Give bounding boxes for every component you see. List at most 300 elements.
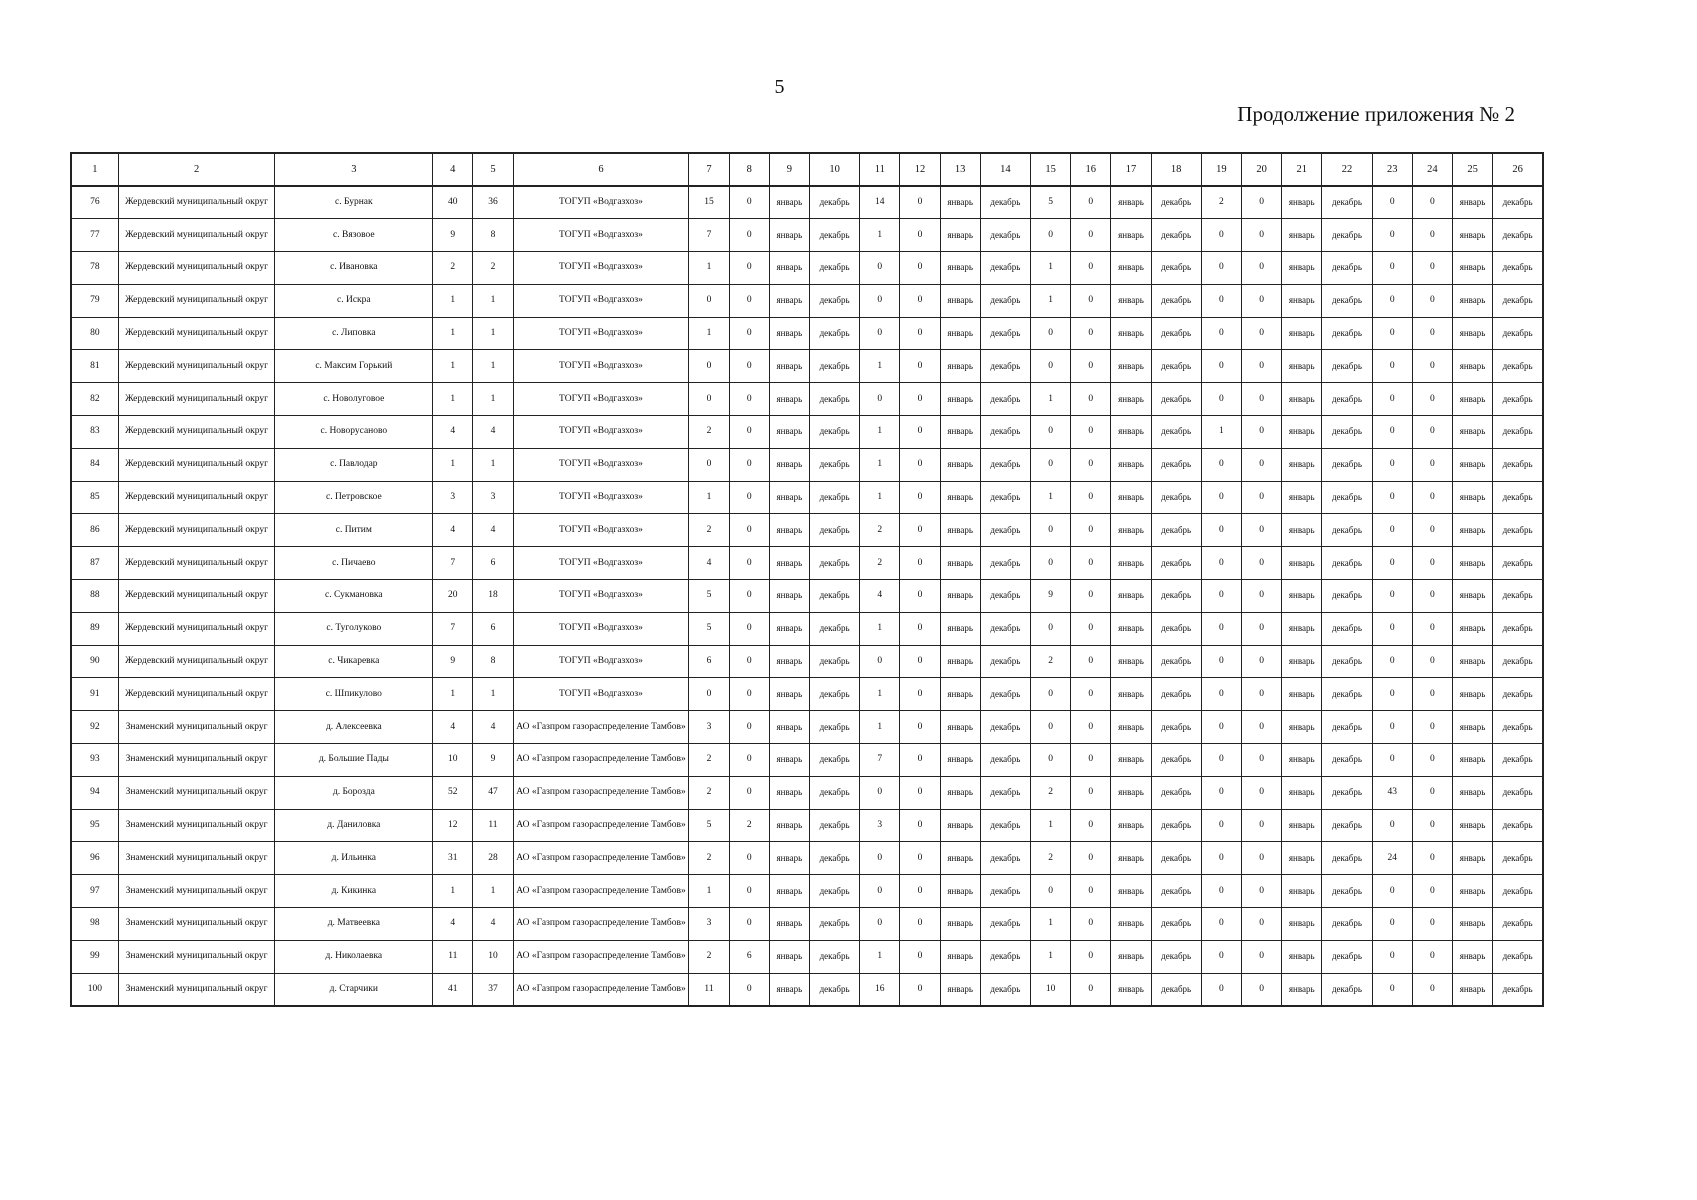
- table-cell-col-7: 5: [689, 580, 729, 613]
- table-cell-col-2: Знаменский муниципальный округ: [118, 744, 275, 777]
- table-cell-col-19: 2: [1201, 186, 1241, 219]
- table-cell-col-20: 0: [1241, 514, 1281, 547]
- table-cell-col-21: январь: [1282, 612, 1322, 645]
- table-cell-col-26: декабрь: [1493, 612, 1543, 645]
- column-header-14: 14: [980, 153, 1030, 186]
- table-cell-col-24: 0: [1412, 645, 1452, 678]
- table-cell-col-23: 43: [1372, 776, 1412, 809]
- table-cell-col-19: 0: [1201, 940, 1241, 973]
- table-cell-col-1: 90: [71, 645, 118, 678]
- table-cell-col-6: АО «Газпром газораспределение Тамбов»: [513, 875, 689, 908]
- table-cell-col-14: декабрь: [980, 448, 1030, 481]
- table-cell-col-8: 0: [729, 252, 769, 285]
- table-cell-col-6: ТОГУП «Водгазхоз»: [513, 284, 689, 317]
- table-cell-col-26: декабрь: [1493, 481, 1543, 514]
- table-cell-col-2: Жердевский муниципальный округ: [118, 219, 275, 252]
- table-cell-col-26: декабрь: [1493, 514, 1543, 547]
- table-cell-col-10: декабрь: [809, 481, 859, 514]
- table-cell-col-8: 0: [729, 580, 769, 613]
- table-cell-col-13: январь: [940, 481, 980, 514]
- table-cell-col-22: декабрь: [1322, 940, 1372, 973]
- table-cell-col-13: январь: [940, 842, 980, 875]
- table-cell-col-22: декабрь: [1322, 842, 1372, 875]
- table-cell-col-9: январь: [769, 350, 809, 383]
- table-cell-col-25: январь: [1452, 317, 1492, 350]
- table-cell-col-9: январь: [769, 514, 809, 547]
- table-cell-col-2: Знаменский муниципальный округ: [118, 809, 275, 842]
- table-cell-col-14: декабрь: [980, 284, 1030, 317]
- table-cell-col-17: январь: [1111, 875, 1151, 908]
- table-cell-col-18: декабрь: [1151, 711, 1201, 744]
- table-cell-col-18: декабрь: [1151, 645, 1201, 678]
- table-cell-col-8: 0: [729, 416, 769, 449]
- table-cell-col-6: АО «Газпром газораспределение Тамбов»: [513, 940, 689, 973]
- table-cell-col-7: 3: [689, 908, 729, 941]
- table-cell-col-6: ТОГУП «Водгазхоз»: [513, 481, 689, 514]
- table-cell-col-7: 1: [689, 481, 729, 514]
- table-cell-col-19: 0: [1201, 514, 1241, 547]
- table-cell-col-23: 0: [1372, 744, 1412, 777]
- table-cell-col-18: декабрь: [1151, 809, 1201, 842]
- table-cell-col-6: АО «Газпром газораспределение Тамбов»: [513, 776, 689, 809]
- table-cell-col-7: 2: [689, 744, 729, 777]
- table-cell-col-24: 0: [1412, 317, 1452, 350]
- table-cell-col-17: январь: [1111, 481, 1151, 514]
- table-cell-col-14: декабрь: [980, 580, 1030, 613]
- table-cell-col-16: 0: [1071, 383, 1111, 416]
- table-cell-col-10: декабрь: [809, 973, 859, 1006]
- table-cell-col-20: 0: [1241, 842, 1281, 875]
- table-cell-col-22: декабрь: [1322, 776, 1372, 809]
- table-cell-col-13: январь: [940, 744, 980, 777]
- table-cell-col-13: январь: [940, 547, 980, 580]
- table-cell-col-8: 0: [729, 875, 769, 908]
- table-cell-col-9: январь: [769, 580, 809, 613]
- table-cell-col-10: декабрь: [809, 416, 859, 449]
- table-cell-col-11: 1: [860, 481, 900, 514]
- table-cell-col-25: январь: [1452, 284, 1492, 317]
- table-cell-col-10: декабрь: [809, 940, 859, 973]
- table-cell-col-18: декабрь: [1151, 219, 1201, 252]
- table-cell-col-15: 0: [1031, 350, 1071, 383]
- table-cell-col-3: д. Алексеевка: [275, 711, 433, 744]
- table-cell-col-26: декабрь: [1493, 809, 1543, 842]
- table-cell-col-15: 1: [1031, 383, 1071, 416]
- table-cell-col-25: январь: [1452, 448, 1492, 481]
- table-cell-col-3: с. Шпикулово: [275, 678, 433, 711]
- table-cell-col-10: декабрь: [809, 448, 859, 481]
- table-cell-col-9: январь: [769, 973, 809, 1006]
- table-cell-col-17: январь: [1111, 547, 1151, 580]
- table-cell-col-2: Жердевский муниципальный округ: [118, 481, 275, 514]
- table-row: [71, 186, 1543, 219]
- page-number: 5: [774, 76, 785, 98]
- table-cell-col-4: 4: [433, 711, 473, 744]
- table-cell-col-16: 0: [1071, 908, 1111, 941]
- table-cell-col-6: ТОГУП «Водгазхоз»: [513, 580, 689, 613]
- column-header-20: 20: [1241, 153, 1281, 186]
- table-cell-col-1: 85: [71, 481, 118, 514]
- table-cell-col-8: 0: [729, 973, 769, 1006]
- table-cell-col-11: 0: [860, 284, 900, 317]
- table-cell-col-23: 0: [1372, 252, 1412, 285]
- table-cell-col-4: 1: [433, 875, 473, 908]
- table-row: [71, 612, 1543, 645]
- table-cell-col-9: январь: [769, 908, 809, 941]
- table-cell-col-12: 0: [900, 678, 940, 711]
- table-cell-col-14: декабрь: [980, 383, 1030, 416]
- table-cell-col-18: декабрь: [1151, 875, 1201, 908]
- table-cell-col-25: январь: [1452, 776, 1492, 809]
- table-cell-col-23: 0: [1372, 612, 1412, 645]
- table-cell-col-5: 28: [473, 842, 513, 875]
- table-cell-col-8: 0: [729, 645, 769, 678]
- table-cell-col-12: 0: [900, 908, 940, 941]
- table-cell-col-18: декабрь: [1151, 317, 1201, 350]
- table-cell-col-22: декабрь: [1322, 744, 1372, 777]
- table-cell-col-16: 0: [1071, 612, 1111, 645]
- table-cell-col-22: декабрь: [1322, 711, 1372, 744]
- table-cell-col-25: январь: [1452, 350, 1492, 383]
- column-header-3: 3: [275, 153, 433, 186]
- table-cell-col-2: Жердевский муниципальный округ: [118, 612, 275, 645]
- table-cell-col-16: 0: [1071, 875, 1111, 908]
- table-cell-col-24: 0: [1412, 514, 1452, 547]
- table-cell-col-22: декабрь: [1322, 645, 1372, 678]
- table-cell-col-14: декабрь: [980, 612, 1030, 645]
- table-cell-col-22: декабрь: [1322, 219, 1372, 252]
- table-cell-col-15: 9: [1031, 580, 1071, 613]
- table-cell-col-10: декабрь: [809, 744, 859, 777]
- table-cell-col-10: декабрь: [809, 776, 859, 809]
- table-cell-col-7: 3: [689, 711, 729, 744]
- table-cell-col-24: 0: [1412, 842, 1452, 875]
- table-cell-col-1: 91: [71, 678, 118, 711]
- table-cell-col-24: 0: [1412, 186, 1452, 219]
- table-cell-col-21: январь: [1282, 317, 1322, 350]
- table-cell-col-13: январь: [940, 284, 980, 317]
- table-cell-col-24: 0: [1412, 580, 1452, 613]
- table-cell-col-5: 4: [473, 908, 513, 941]
- table-cell-col-23: 0: [1372, 875, 1412, 908]
- table-cell-col-8: 0: [729, 481, 769, 514]
- table-cell-col-6: ТОГУП «Водгазхоз»: [513, 317, 689, 350]
- table-cell-col-11: 0: [860, 252, 900, 285]
- table-cell-col-9: январь: [769, 219, 809, 252]
- table-cell-col-20: 0: [1241, 908, 1281, 941]
- table-cell-col-26: декабрь: [1493, 940, 1543, 973]
- table-cell-col-11: 1: [860, 350, 900, 383]
- table-cell-col-23: 0: [1372, 580, 1412, 613]
- table-cell-col-20: 0: [1241, 809, 1281, 842]
- table-cell-col-16: 0: [1071, 317, 1111, 350]
- table-cell-col-4: 1: [433, 284, 473, 317]
- table-cell-col-1: 89: [71, 612, 118, 645]
- table-row: [71, 940, 1543, 973]
- table-cell-col-8: 0: [729, 547, 769, 580]
- table-cell-col-4: 12: [433, 809, 473, 842]
- table-cell-col-11: 1: [860, 612, 900, 645]
- table-cell-col-18: декабрь: [1151, 744, 1201, 777]
- table-cell-col-11: 1: [860, 448, 900, 481]
- table-row: [71, 416, 1543, 449]
- table-cell-col-16: 0: [1071, 580, 1111, 613]
- table-cell-col-21: январь: [1282, 186, 1322, 219]
- table-cell-col-8: 0: [729, 284, 769, 317]
- table-cell-col-11: 1: [860, 678, 900, 711]
- table-cell-col-25: январь: [1452, 711, 1492, 744]
- table-cell-col-6: ТОГУП «Водгазхоз»: [513, 383, 689, 416]
- table-cell-col-21: январь: [1282, 973, 1322, 1006]
- table-cell-col-20: 0: [1241, 940, 1281, 973]
- table-cell-col-8: 0: [729, 776, 769, 809]
- table-cell-col-24: 0: [1412, 711, 1452, 744]
- table-cell-col-1: 82: [71, 383, 118, 416]
- table-cell-col-24: 0: [1412, 252, 1452, 285]
- table-row: [71, 317, 1543, 350]
- table-cell-col-21: январь: [1282, 809, 1322, 842]
- table-cell-col-6: АО «Газпром газораспределение Тамбов»: [513, 711, 689, 744]
- table-cell-col-19: 1: [1201, 416, 1241, 449]
- table-cell-col-16: 0: [1071, 645, 1111, 678]
- table-cell-col-11: 0: [860, 383, 900, 416]
- table-cell-col-1: 76: [71, 186, 118, 219]
- table-cell-col-20: 0: [1241, 744, 1281, 777]
- table-cell-col-7: 4: [689, 547, 729, 580]
- table-cell-col-3: с. Новолуговое: [275, 383, 433, 416]
- table-cell-col-5: 37: [473, 973, 513, 1006]
- table-cell-col-6: ТОГУП «Водгазхоз»: [513, 416, 689, 449]
- table-cell-col-23: 0: [1372, 940, 1412, 973]
- table-cell-col-9: январь: [769, 186, 809, 219]
- table-cell-col-15: 0: [1031, 612, 1071, 645]
- table-cell-col-20: 0: [1241, 711, 1281, 744]
- table-cell-col-5: 9: [473, 744, 513, 777]
- table-cell-col-22: декабрь: [1322, 973, 1372, 1006]
- table-cell-col-7: 6: [689, 645, 729, 678]
- table-cell-col-21: январь: [1282, 350, 1322, 383]
- table-row: [71, 252, 1543, 285]
- table-cell-col-20: 0: [1241, 350, 1281, 383]
- table-cell-col-11: 1: [860, 940, 900, 973]
- table-cell-col-3: с. Павлодар: [275, 448, 433, 481]
- table-cell-col-16: 0: [1071, 776, 1111, 809]
- table-cell-col-18: декабрь: [1151, 612, 1201, 645]
- table-row: [71, 350, 1543, 383]
- table-cell-col-24: 0: [1412, 416, 1452, 449]
- table-cell-col-24: 0: [1412, 547, 1452, 580]
- table-cell-col-13: январь: [940, 875, 980, 908]
- table-cell-col-26: декабрь: [1493, 186, 1543, 219]
- table-cell-col-23: 0: [1372, 809, 1412, 842]
- table-cell-col-19: 0: [1201, 875, 1241, 908]
- table-cell-col-11: 1: [860, 711, 900, 744]
- continuation-title: Продолжение приложения № 2: [1237, 102, 1515, 126]
- column-header-26: 26: [1493, 153, 1543, 186]
- table-cell-col-24: 0: [1412, 875, 1452, 908]
- table-cell-col-11: 14: [860, 186, 900, 219]
- column-header-21: 21: [1282, 153, 1322, 186]
- table-cell-col-13: январь: [940, 612, 980, 645]
- table-cell-col-15: 1: [1031, 809, 1071, 842]
- table-cell-col-26: декабрь: [1493, 383, 1543, 416]
- table-cell-col-18: декабрь: [1151, 973, 1201, 1006]
- table-cell-col-2: Жердевский муниципальный округ: [118, 383, 275, 416]
- table-cell-col-13: январь: [940, 219, 980, 252]
- table-cell-col-9: январь: [769, 744, 809, 777]
- table-cell-col-13: январь: [940, 252, 980, 285]
- table-cell-col-16: 0: [1071, 842, 1111, 875]
- table-cell-col-19: 0: [1201, 744, 1241, 777]
- table-cell-col-16: 0: [1071, 809, 1111, 842]
- table-cell-col-12: 0: [900, 252, 940, 285]
- table-cell-col-13: январь: [940, 448, 980, 481]
- table-cell-col-9: январь: [769, 809, 809, 842]
- table-cell-col-3: д. Матвеевка: [275, 908, 433, 941]
- table-row: [71, 678, 1543, 711]
- table-cell-col-4: 31: [433, 842, 473, 875]
- table-cell-col-10: декабрь: [809, 514, 859, 547]
- table-cell-col-12: 0: [900, 383, 940, 416]
- column-header-16: 16: [1071, 153, 1111, 186]
- table-cell-col-14: декабрь: [980, 973, 1030, 1006]
- table-cell-col-24: 0: [1412, 350, 1452, 383]
- table-cell-col-18: декабрь: [1151, 186, 1201, 219]
- table-cell-col-26: декабрь: [1493, 678, 1543, 711]
- table-cell-col-21: январь: [1282, 219, 1322, 252]
- table-cell-col-19: 0: [1201, 481, 1241, 514]
- table-cell-col-4: 1: [433, 678, 473, 711]
- table-cell-col-24: 0: [1412, 776, 1452, 809]
- table-cell-col-17: январь: [1111, 842, 1151, 875]
- table-cell-col-1: 79: [71, 284, 118, 317]
- table-cell-col-21: январь: [1282, 448, 1322, 481]
- table-cell-col-19: 0: [1201, 973, 1241, 1006]
- table-cell-col-8: 0: [729, 383, 769, 416]
- table-cell-col-19: 0: [1201, 448, 1241, 481]
- table-cell-col-17: январь: [1111, 940, 1151, 973]
- table-cell-col-10: декабрь: [809, 252, 859, 285]
- table-cell-col-4: 7: [433, 612, 473, 645]
- table-cell-col-1: 83: [71, 416, 118, 449]
- column-header-23: 23: [1372, 153, 1412, 186]
- table-cell-col-18: декабрь: [1151, 481, 1201, 514]
- table-cell-col-22: декабрь: [1322, 317, 1372, 350]
- table-cell-col-16: 0: [1071, 514, 1111, 547]
- table-cell-col-7: 2: [689, 940, 729, 973]
- table-cell-col-8: 0: [729, 186, 769, 219]
- table-cell-col-15: 0: [1031, 448, 1071, 481]
- table-cell-col-26: декабрь: [1493, 284, 1543, 317]
- table-cell-col-23: 0: [1372, 711, 1412, 744]
- table-cell-col-11: 1: [860, 219, 900, 252]
- table-cell-col-13: январь: [940, 809, 980, 842]
- column-header-2: 2: [118, 153, 275, 186]
- table-cell-col-19: 0: [1201, 776, 1241, 809]
- table-cell-col-6: ТОГУП «Водгазхоз»: [513, 514, 689, 547]
- table-cell-col-5: 1: [473, 448, 513, 481]
- table-cell-col-9: январь: [769, 711, 809, 744]
- table-cell-col-8: 0: [729, 514, 769, 547]
- table-row: [71, 809, 1543, 842]
- table-cell-col-20: 0: [1241, 252, 1281, 285]
- table-cell-col-25: январь: [1452, 973, 1492, 1006]
- table-cell-col-14: декабрь: [980, 219, 1030, 252]
- table-cell-col-12: 0: [900, 481, 940, 514]
- table-cell-col-17: январь: [1111, 580, 1151, 613]
- table-cell-col-22: декабрь: [1322, 252, 1372, 285]
- table-cell-col-3: с. Туголуково: [275, 612, 433, 645]
- table-cell-col-26: декабрь: [1493, 547, 1543, 580]
- table-cell-col-7: 1: [689, 252, 729, 285]
- table-cell-col-20: 0: [1241, 973, 1281, 1006]
- table-row: [71, 514, 1543, 547]
- table-cell-col-13: январь: [940, 416, 980, 449]
- table-cell-col-15: 10: [1031, 973, 1071, 1006]
- table-cell-col-1: 94: [71, 776, 118, 809]
- table-cell-col-23: 0: [1372, 973, 1412, 1006]
- table-cell-col-15: 5: [1031, 186, 1071, 219]
- table-cell-col-18: декабрь: [1151, 580, 1201, 613]
- table-cell-col-15: 1: [1031, 908, 1071, 941]
- table-cell-col-10: декабрь: [809, 219, 859, 252]
- table-cell-col-26: декабрь: [1493, 252, 1543, 285]
- table-cell-col-17: январь: [1111, 744, 1151, 777]
- table-cell-col-6: АО «Газпром газораспределение Тамбов»: [513, 809, 689, 842]
- table-cell-col-1: 95: [71, 809, 118, 842]
- table-cell-col-4: 4: [433, 908, 473, 941]
- table-cell-col-3: с. Пичаево: [275, 547, 433, 580]
- table-cell-col-3: с. Петровское: [275, 481, 433, 514]
- table-cell-col-16: 0: [1071, 219, 1111, 252]
- table-cell-col-14: декабрь: [980, 547, 1030, 580]
- table-cell-col-12: 0: [900, 973, 940, 1006]
- table-cell-col-12: 0: [900, 350, 940, 383]
- table-cell-col-1: 87: [71, 547, 118, 580]
- table-cell-col-11: 0: [860, 317, 900, 350]
- table-cell-col-3: д. Николаевка: [275, 940, 433, 973]
- table-cell-col-10: декабрь: [809, 580, 859, 613]
- table-cell-col-15: 0: [1031, 711, 1071, 744]
- table-cell-col-12: 0: [900, 809, 940, 842]
- table-cell-col-4: 1: [433, 317, 473, 350]
- table-cell-col-17: январь: [1111, 317, 1151, 350]
- table-cell-col-3: с. Бурнак: [275, 186, 433, 219]
- table-cell-col-14: декабрь: [980, 186, 1030, 219]
- table-cell-col-21: январь: [1282, 908, 1322, 941]
- table-cell-col-13: январь: [940, 908, 980, 941]
- table-cell-col-25: январь: [1452, 744, 1492, 777]
- table-cell-col-26: декабрь: [1493, 908, 1543, 941]
- table-cell-col-15: 0: [1031, 514, 1071, 547]
- table-cell-col-4: 10: [433, 744, 473, 777]
- table-cell-col-22: декабрь: [1322, 875, 1372, 908]
- table-cell-col-2: Жердевский муниципальный округ: [118, 284, 275, 317]
- table-cell-col-5: 10: [473, 940, 513, 973]
- table-cell-col-10: декабрь: [809, 186, 859, 219]
- table-cell-col-19: 0: [1201, 645, 1241, 678]
- table-cell-col-22: декабрь: [1322, 350, 1372, 383]
- table-cell-col-17: январь: [1111, 514, 1151, 547]
- column-header-13: 13: [940, 153, 980, 186]
- table-cell-col-4: 4: [433, 514, 473, 547]
- table-cell-col-17: январь: [1111, 612, 1151, 645]
- table-row: [71, 711, 1543, 744]
- table-cell-col-2: Знаменский муниципальный округ: [118, 940, 275, 973]
- table-cell-col-7: 15: [689, 186, 729, 219]
- table-cell-col-25: январь: [1452, 908, 1492, 941]
- table-cell-col-25: январь: [1452, 875, 1492, 908]
